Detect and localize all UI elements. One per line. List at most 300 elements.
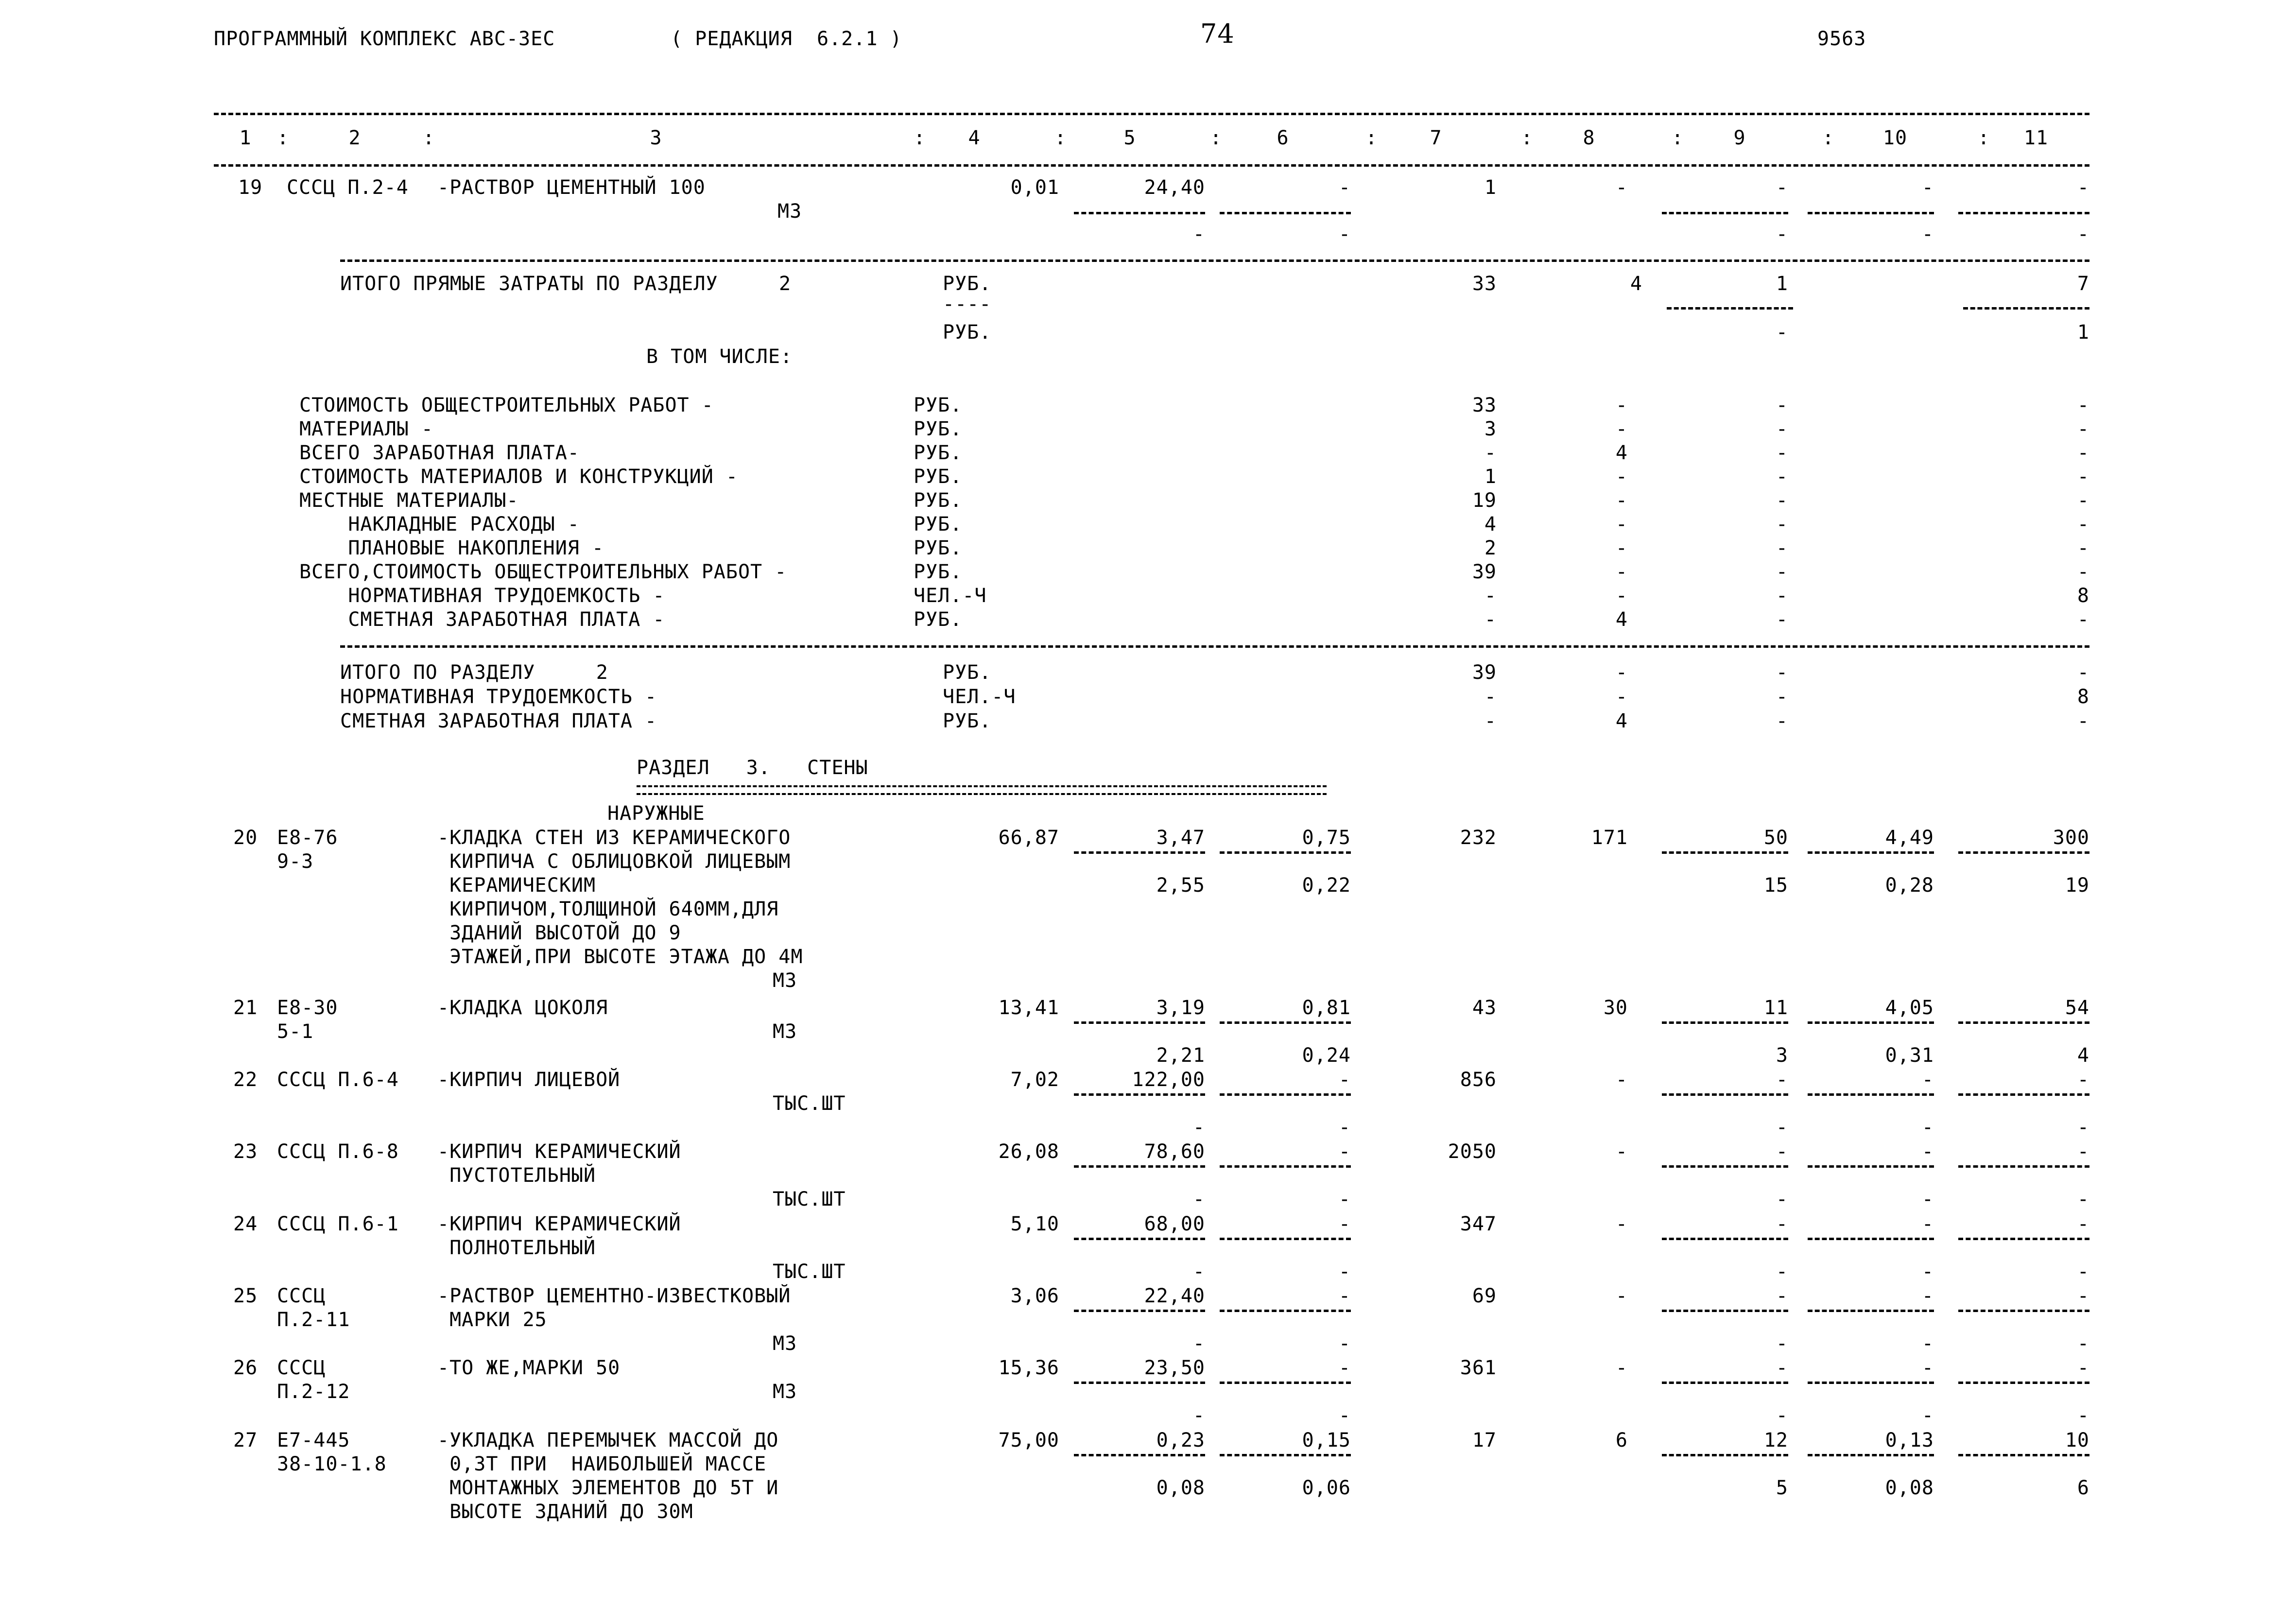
page-number: 74 — [1200, 18, 1235, 49]
summary-line-v9: - — [1776, 585, 1788, 607]
item-c10: - — [1921, 1140, 1934, 1163]
item-c11: - — [2077, 1140, 2089, 1163]
item-number: 22 — [233, 1069, 258, 1091]
item-rule-c9 — [1662, 1238, 1788, 1240]
total-direct-c9b: - — [1776, 321, 1788, 344]
item-c4: 5,10 — [1010, 1213, 1059, 1235]
column-header-6: 6 — [1277, 127, 1289, 149]
summary-line-v7: 19 — [1472, 489, 1497, 512]
summary-line-v7: 39 — [1472, 561, 1497, 583]
item-c5b: - — [1192, 1188, 1205, 1210]
item-c11b: - — [2077, 1188, 2089, 1210]
edition-label: ( РЕДАКЦИЯ 6.2.1 ) — [671, 28, 902, 50]
item-c11b: - — [2077, 1261, 2089, 1283]
item-c10b: - — [1921, 1404, 1934, 1427]
item-c5b: 0,08 — [1156, 1477, 1205, 1499]
row19-rule-c9 — [1662, 212, 1788, 214]
item-c10: - — [1921, 1069, 1934, 1091]
item-name-line: -КЛАДКА СТЕН ИЗ КЕРАМИЧЕСКОГО — [437, 827, 791, 849]
item-rule-c9 — [1662, 1310, 1788, 1312]
summary-line-label: СМЕТНАЯ ЗАРАБОТНАЯ ПЛАТА - — [299, 608, 665, 631]
item-c5: 0,23 — [1156, 1429, 1205, 1451]
row19-c11: - — [2077, 176, 2089, 199]
row19-c9: - — [1776, 176, 1788, 199]
summary-line-v8: - — [1615, 537, 1628, 559]
item-c9b: 3 — [1776, 1044, 1788, 1067]
item-c6: 0,81 — [1302, 997, 1351, 1019]
summary-line-v9: - — [1776, 466, 1788, 488]
summary-line-v7: 33 — [1472, 394, 1497, 416]
item-rule-c9 — [1662, 1021, 1788, 1024]
summary-line-v11: - — [2077, 489, 2089, 512]
summary-line-unit: РУБ. — [914, 561, 963, 583]
item-code: Е8-30 — [277, 997, 338, 1019]
item-c11b: 4 — [2077, 1044, 2089, 1067]
item-c10b: - — [1921, 1116, 1934, 1139]
item-c4: 7,02 — [1010, 1069, 1059, 1091]
item-c11b: - — [2077, 1332, 2089, 1355]
item-rule-c10 — [1808, 1382, 1934, 1384]
item-c6b: - — [1338, 1261, 1351, 1283]
column-header-7: 7 — [1430, 127, 1442, 149]
section-3-title: РАЗДЕЛ 3. СТЕНЫ — [637, 757, 868, 779]
row19-c7: 1 — [1484, 176, 1497, 199]
item-c5: 68,00 — [1144, 1213, 1205, 1235]
summary-line-v8: - — [1615, 466, 1628, 488]
summary-line-label: ВСЕГО ЗАРАБОТНАЯ ПЛАТА- — [299, 442, 580, 464]
summary-line-unit: ЧЕЛ.-Ч — [914, 585, 987, 607]
item-code: 9-3 — [277, 850, 314, 873]
item-rule-c11 — [1958, 851, 2089, 854]
item-c9: - — [1776, 1140, 1788, 1163]
section-total-v11: 8 — [2077, 686, 2089, 708]
item-c8: 171 — [1591, 827, 1628, 849]
item-c4: 13,41 — [998, 997, 1059, 1019]
summary-line-v9: - — [1776, 394, 1788, 416]
column-separator: : — [1365, 127, 1378, 149]
item-c11b: 6 — [2077, 1477, 2089, 1499]
item-c6: - — [1338, 1357, 1351, 1379]
item-rule-c5 — [1074, 1165, 1205, 1168]
summary-line-label: СТОИМОСТЬ ОБЩЕСТРОИТЕЛЬНЫХ РАБОТ - — [299, 394, 714, 416]
item-code: СССЦ П.6-8 — [277, 1140, 399, 1163]
item-c6b: - — [1338, 1332, 1351, 1355]
item-c11b: 19 — [2065, 874, 2089, 897]
row19-c9b: - — [1776, 223, 1788, 245]
item-code: 38-10-1.8 — [277, 1453, 387, 1475]
item-rule-c6 — [1220, 1093, 1351, 1096]
item-c9: - — [1776, 1285, 1788, 1307]
item-c5b: 2,21 — [1156, 1044, 1205, 1067]
item-c9b: - — [1776, 1188, 1788, 1210]
item-c7: 43 — [1472, 997, 1497, 1019]
summary-line-v11: - — [2077, 394, 2089, 416]
item-rule-c5 — [1074, 1021, 1205, 1024]
item-unit: М3 — [773, 1381, 797, 1403]
column-separator: : — [914, 127, 926, 149]
item-c9b: - — [1776, 1116, 1788, 1139]
item-c6b: 0,06 — [1302, 1477, 1351, 1499]
section-3-subtitle: НАРУЖНЫЕ — [607, 802, 705, 825]
item-c4: 66,87 — [998, 827, 1059, 849]
item-c8: - — [1615, 1285, 1628, 1307]
item-rule-c11 — [1958, 1093, 2089, 1096]
item-c9: 12 — [1763, 1429, 1788, 1451]
item-c6b: - — [1338, 1116, 1351, 1139]
item-c5b: - — [1192, 1404, 1205, 1427]
total-direct-dashes: ---- — [943, 293, 992, 315]
summary-line-v8: - — [1615, 489, 1628, 512]
item-name-line: КИРПИЧОМ,ТОЛЩИНОЙ 640ММ,ДЛЯ — [437, 898, 779, 920]
item-rule-c5 — [1074, 1454, 1205, 1456]
column-separator: : — [423, 127, 435, 149]
item-c11: - — [2077, 1357, 2089, 1379]
row19-c4: 0,01 — [1010, 176, 1059, 199]
item-rule-c5 — [1074, 851, 1205, 854]
item-c4: 75,00 — [998, 1429, 1059, 1451]
item-number: 27 — [233, 1429, 258, 1451]
summary-line-v11: - — [2077, 418, 2089, 440]
column-header-9: 9 — [1733, 127, 1746, 149]
item-name-line: ПУСТОТЕЛЬНЫЙ — [437, 1164, 596, 1187]
summary-line-unit: РУБ. — [914, 466, 963, 488]
section-total-v7: - — [1484, 710, 1497, 732]
item-rule-c9 — [1662, 1454, 1788, 1456]
item-number: 25 — [233, 1285, 258, 1307]
item-rule-c10 — [1808, 1310, 1934, 1312]
item-c11: - — [2077, 1285, 2089, 1307]
item-c9: - — [1776, 1069, 1788, 1091]
item-unit: М3 — [773, 969, 797, 992]
item-name-line: -РАСТВОР ЦЕМЕНТНО-ИЗВЕСТКОВЫЙ — [437, 1285, 791, 1307]
item-c11: - — [2077, 1069, 2089, 1091]
summary-line-v9: - — [1776, 418, 1788, 440]
section-total-v11: - — [2077, 710, 2089, 732]
doc-number: 9563 — [1817, 28, 1866, 50]
section-total-v8: - — [1615, 661, 1628, 684]
item-name-line: МАРКИ 25 — [437, 1309, 547, 1331]
row-code: СССЦ П.2-4 — [287, 176, 409, 199]
column-separator: : — [1054, 127, 1067, 149]
item-name-line: ВЫСОТЕ ЗДАНИЙ ДО 30М — [437, 1501, 693, 1523]
item-rule-c11 — [1958, 1165, 2089, 1168]
total-direct-c9: 1 — [1776, 273, 1788, 295]
item-rule-c9 — [1662, 1093, 1788, 1096]
item-c11: 300 — [2053, 827, 2089, 849]
rule-c11-total — [1963, 307, 2089, 310]
item-c10b: 0,28 — [1885, 874, 1934, 897]
summary-line-label: НОРМАТИВНАЯ ТРУДОЕМКОСТЬ - — [299, 585, 665, 607]
summary-line-v11: - — [2077, 537, 2089, 559]
section-3-underline — [637, 785, 1327, 795]
item-c6b: - — [1338, 1188, 1351, 1210]
item-c9: 50 — [1763, 827, 1788, 849]
summary-line-v11: - — [2077, 466, 2089, 488]
item-name-line: 0,3Т ПРИ НАИБОЛЬШЕЙ МАССЕ — [437, 1453, 767, 1475]
item-unit: М3 — [773, 1332, 797, 1355]
item-c6: 0,15 — [1302, 1429, 1351, 1451]
item-c5b: 2,55 — [1156, 874, 1205, 897]
column-separator: : — [1210, 127, 1223, 149]
item-rule-c11 — [1958, 1238, 2089, 1240]
row19-c6b: - — [1338, 223, 1351, 245]
item-number: 23 — [233, 1140, 258, 1163]
item-c7: 17 — [1472, 1429, 1497, 1451]
item-c10b: 0,31 — [1885, 1044, 1934, 1067]
item-c10: - — [1921, 1213, 1934, 1235]
summary-line-label: ВСЕГО,СТОИМОСТЬ ОБЩЕСТРОИТЕЛЬНЫХ РАБОТ - — [299, 561, 787, 583]
item-c10: 4,05 — [1885, 997, 1934, 1019]
row19-rule-c11 — [1958, 212, 2089, 214]
row19-c5b: - — [1192, 223, 1205, 245]
summary-line-v8: 4 — [1615, 608, 1628, 631]
item-c11b: - — [2077, 1404, 2089, 1427]
item-rule-c11 — [1958, 1382, 2089, 1384]
item-unit: ТЫС.ШТ — [773, 1261, 846, 1283]
item-unit: М3 — [773, 1020, 797, 1043]
summary-line-label: ПЛАНОВЫЕ НАКОПЛЕНИЯ - — [299, 537, 604, 559]
item-rule-c10 — [1808, 851, 1934, 854]
row19-c10: - — [1921, 176, 1934, 199]
item-c8: - — [1615, 1213, 1628, 1235]
item-code: П.2-11 — [277, 1309, 350, 1331]
row19-c11b: - — [2077, 223, 2089, 245]
summary-line-v7: - — [1484, 442, 1497, 464]
item-rule-c5 — [1074, 1093, 1205, 1096]
item-name-line: КЕРАМИЧЕСКИМ — [437, 874, 596, 897]
section-total-unit: ЧЕЛ.-Ч — [943, 686, 1016, 708]
section-total-v8: - — [1615, 686, 1628, 708]
column-separator: : — [1521, 127, 1534, 149]
total-direct-c11: 7 — [2077, 273, 2089, 295]
item-rule-c6 — [1220, 1310, 1351, 1312]
row19-rule-c10 — [1808, 212, 1934, 214]
summary-line-v11: - — [2077, 513, 2089, 536]
column-header-2: 2 — [348, 127, 361, 149]
row19-c6: - — [1338, 176, 1351, 199]
item-c6: - — [1338, 1069, 1351, 1091]
item-c6: - — [1338, 1140, 1351, 1163]
section-total-label: НОРМАТИВНАЯ ТРУДОЕМКОСТЬ - — [340, 686, 657, 708]
item-c6b: 0,24 — [1302, 1044, 1351, 1067]
item-c9b: 5 — [1776, 1477, 1788, 1499]
item-c10: 4,49 — [1885, 827, 1934, 849]
item-rule-c6 — [1220, 1238, 1351, 1240]
summary-line-v9: - — [1776, 561, 1788, 583]
item-code: СССЦ П.6-4 — [277, 1069, 399, 1091]
item-c10b: - — [1921, 1188, 1934, 1210]
summary-line-v7: 1 — [1484, 466, 1497, 488]
rule-c9-total — [1667, 307, 1793, 310]
summary-line-unit: РУБ. — [914, 608, 963, 631]
item-c8: 30 — [1603, 997, 1628, 1019]
item-code: СССЦ П.6-1 — [277, 1213, 399, 1235]
item-c5: 22,40 — [1144, 1285, 1205, 1307]
item-c9b: - — [1776, 1404, 1788, 1427]
summary-line-v7: - — [1484, 585, 1497, 607]
total-direct-unit: РУБ. — [943, 273, 992, 295]
item-number: 21 — [233, 997, 258, 1019]
item-rule-c6 — [1220, 851, 1351, 854]
item-c7: 856 — [1460, 1069, 1497, 1091]
summary-line-v8: - — [1615, 394, 1628, 416]
rule-header-bottom — [214, 164, 2089, 167]
item-c6b: - — [1338, 1404, 1351, 1427]
section-total-v9: - — [1776, 710, 1788, 732]
summary-line-v8: - — [1615, 585, 1628, 607]
item-c7: 347 — [1460, 1213, 1497, 1235]
rule-top — [214, 113, 2089, 115]
column-header-5: 5 — [1123, 127, 1136, 149]
summary-line-v7: 2 — [1484, 537, 1497, 559]
item-c7: 361 — [1460, 1357, 1497, 1379]
item-code: Е7-445 — [277, 1429, 350, 1451]
section-total-unit: РУБ. — [943, 661, 992, 684]
section-total-v9: - — [1776, 661, 1788, 684]
item-rule-c9 — [1662, 851, 1788, 854]
item-c6: 0,75 — [1302, 827, 1351, 849]
item-name-line: -КИРПИЧ ЛИЦЕВОЙ — [437, 1069, 621, 1091]
section-total-v7: 39 — [1472, 661, 1497, 684]
item-c7: 69 — [1472, 1285, 1497, 1307]
item-c10b: - — [1921, 1261, 1934, 1283]
item-number: 24 — [233, 1213, 258, 1235]
summary-line-unit: РУБ. — [914, 513, 963, 536]
item-number: 26 — [233, 1357, 258, 1379]
section-total-v11: - — [2077, 661, 2089, 684]
item-rule-c5 — [1074, 1238, 1205, 1240]
summary-line-v11: 8 — [2077, 585, 2089, 607]
summary-line-v11: - — [2077, 608, 2089, 631]
item-rule-c9 — [1662, 1165, 1788, 1168]
row19-c10b: - — [1921, 223, 1934, 245]
summary-line-v11: - — [2077, 561, 2089, 583]
summary-line-v9: - — [1776, 608, 1788, 631]
item-name-line: -КИРПИЧ КЕРАМИЧЕСКИЙ — [437, 1213, 681, 1235]
item-c11: 54 — [2065, 997, 2089, 1019]
item-c8: - — [1615, 1069, 1628, 1091]
column-separator: : — [1672, 127, 1684, 149]
summary-line-v7: 4 — [1484, 513, 1497, 536]
item-rule-c11 — [1958, 1021, 2089, 1024]
item-rule-c10 — [1808, 1454, 1934, 1456]
column-header-1: 1 — [239, 127, 252, 149]
total-direct-label: ИТОГО ПРЯМЫЕ ЗАТРАТЫ ПО РАЗДЕЛУ 2 — [340, 273, 792, 295]
summary-line-v9: - — [1776, 489, 1788, 512]
item-c8: - — [1615, 1357, 1628, 1379]
total-direct-unit-2: РУБ. — [943, 321, 992, 344]
item-c7: 232 — [1460, 827, 1497, 849]
item-code: Е8-76 — [277, 827, 338, 849]
row19-c8: - — [1615, 176, 1628, 199]
item-code: 5-1 — [277, 1020, 314, 1043]
item-c9b: - — [1776, 1261, 1788, 1283]
item-c6: - — [1338, 1285, 1351, 1307]
item-name-line: ПОЛНОТЕЛЬНЫЙ — [437, 1237, 596, 1259]
column-header-10: 10 — [1882, 127, 1908, 149]
item-name-line: КИРПИЧА С ОБЛИЦОВКОЙ ЛИЦЕВЫМ — [437, 850, 791, 873]
column-separator: : — [277, 127, 290, 149]
item-rule-c6 — [1220, 1382, 1351, 1384]
section-total-unit: РУБ. — [943, 710, 992, 732]
item-c10b: - — [1921, 1332, 1934, 1355]
item-c5: 23,50 — [1144, 1357, 1205, 1379]
item-c7: 2050 — [1448, 1140, 1497, 1163]
row-name: -РАСТВОР ЦЕМЕНТНЫЙ 100 — [437, 176, 706, 199]
summary-line-v11: - — [2077, 442, 2089, 464]
summary-line-v7: 3 — [1484, 418, 1497, 440]
item-c9: - — [1776, 1213, 1788, 1235]
item-c8: 6 — [1615, 1429, 1628, 1451]
rule-before-totals — [340, 259, 2089, 262]
summary-line-v9: - — [1776, 442, 1788, 464]
summary-line-label: МЕСТНЫЕ МАТЕРИАЛЫ- — [299, 489, 519, 512]
item-c10: 0,13 — [1885, 1429, 1934, 1451]
item-c10: - — [1921, 1285, 1934, 1307]
total-direct-c8: 4 — [1630, 273, 1642, 295]
item-rule-c5 — [1074, 1310, 1205, 1312]
item-rule-c6 — [1220, 1454, 1351, 1456]
column-separator: : — [1822, 127, 1835, 149]
item-c11b: - — [2077, 1116, 2089, 1139]
item-c4: 3,06 — [1010, 1285, 1059, 1307]
program-name: ПРОГРАММНЫЙ КОМПЛЕКС АВС-3ЕС — [214, 28, 555, 50]
item-c5: 78,60 — [1144, 1140, 1205, 1163]
summary-line-v9: - — [1776, 537, 1788, 559]
column-separator: : — [1978, 127, 1990, 149]
section-total-label: СМЕТНАЯ ЗАРАБОТНАЯ ПЛАТА - — [340, 710, 657, 732]
item-rule-c9 — [1662, 1382, 1788, 1384]
item-c11: - — [2077, 1213, 2089, 1235]
item-c6: - — [1338, 1213, 1351, 1235]
item-rule-c5 — [1074, 1382, 1205, 1384]
item-code: СССЦ — [277, 1285, 326, 1307]
total-direct-c7: 33 — [1472, 273, 1497, 295]
item-rule-c11 — [1958, 1454, 2089, 1456]
rule-before-section-total — [340, 645, 2089, 648]
item-name-line: -КЛАДКА ЦОКОЛЯ — [437, 997, 608, 1019]
item-c11: 10 — [2065, 1429, 2089, 1451]
item-code: СССЦ — [277, 1357, 326, 1379]
item-c9b: 15 — [1763, 874, 1788, 897]
section-total-v8: 4 — [1615, 710, 1628, 732]
item-number: 20 — [233, 827, 258, 849]
item-c4: 15,36 — [998, 1357, 1059, 1379]
item-code: П.2-12 — [277, 1381, 350, 1403]
item-c4: 26,08 — [998, 1140, 1059, 1163]
item-rule-c6 — [1220, 1165, 1351, 1168]
item-c5b: - — [1192, 1332, 1205, 1355]
item-name-line: -КИРПИЧ КЕРАМИЧЕСКИЙ — [437, 1140, 681, 1163]
item-c9: 11 — [1763, 997, 1788, 1019]
summary-line-v7: - — [1484, 608, 1497, 631]
item-rule-c10 — [1808, 1021, 1934, 1024]
summary-line-v8: - — [1615, 561, 1628, 583]
row19-rule-c6 — [1220, 212, 1351, 214]
section-total-v7: - — [1484, 686, 1497, 708]
summary-line-unit: РУБ. — [914, 442, 963, 464]
column-header-8: 8 — [1583, 127, 1595, 149]
item-c5b: - — [1192, 1261, 1205, 1283]
item-name-line: -ТО ЖЕ,МАРКИ 50 — [437, 1357, 621, 1379]
summary-line-v8: - — [1615, 418, 1628, 440]
summary-line-unit: РУБ. — [914, 489, 963, 512]
row-number: 19 — [238, 176, 263, 199]
item-rule-c6 — [1220, 1021, 1351, 1024]
item-c10: - — [1921, 1357, 1934, 1379]
summary-line-label: СТОИМОСТЬ МАТЕРИАЛОВ И КОНСТРУКЦИЙ - — [299, 466, 738, 488]
column-header-11: 11 — [2023, 127, 2049, 149]
